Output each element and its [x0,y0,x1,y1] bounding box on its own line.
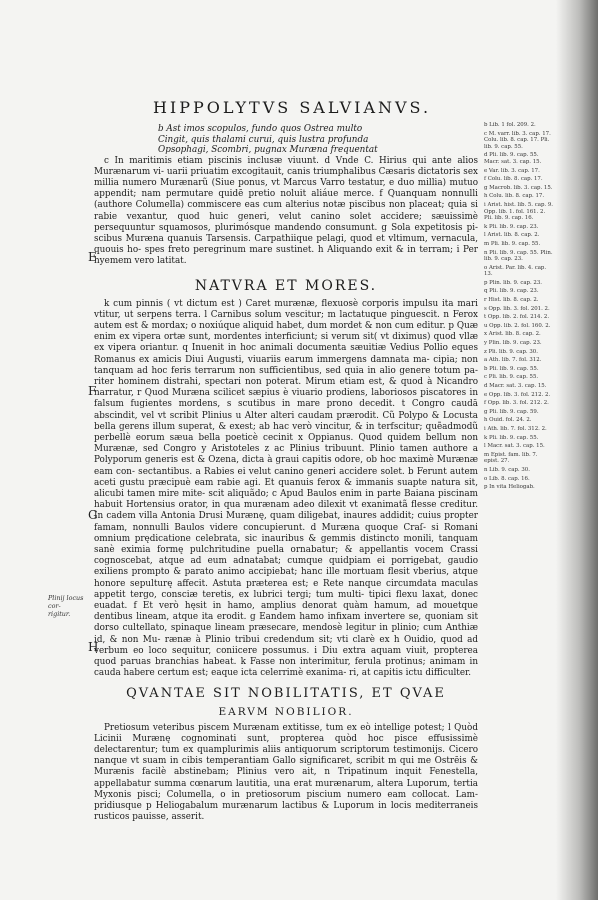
margin-citation: c M. varr. lib. 3. cap. 17. Colu. lib. 8. cap. 17. Pli. lib. 9. cap. 55. [484,130,551,150]
margin-citation: f Opp. lib. 3. fol. 212. 2. [484,400,549,407]
margin-citation: i Arist. hist. lib. 5. cap. 9. Opp. lib. 1. fol. 161. 2. Pli. lib. 9. cap. 16. [484,201,553,222]
margin-citation: l Macr. sat. 3. cap. 15. [484,443,545,450]
margin-citation: y Plin. lib. 9. cap. 23. [484,340,542,347]
margin-citation: b Pli. lib. 9. cap. 55. [484,365,539,372]
margin-citation: g Macrob. lib. 3. cap. 15. [484,184,553,191]
margin-citation: q Pli. lib. 9. cap. 23. [484,288,539,295]
margin-citation: p Plin. lib. 9. cap. 23. [484,279,543,286]
margin-citation: f Colu. lib. 8. cap. 17. [484,176,543,183]
main-text-column [94,124,478,823]
page-gutter-shadow [556,0,598,900]
margin-citation: n Lib. 9. cap. 30. [484,466,530,473]
margin-citation: n Pli. lib. 9. cap. 55. Plin. lib. 9. cap. 23. [484,249,553,263]
margin-citation: m Pli. lib. 9. cap. 55. [484,240,541,247]
margin-citation: i Ath. lib. 7. fol. 312. 2. [484,425,547,432]
margin-citation: r Hist. lib. 8. cap. 2. [484,297,539,304]
section-marker-f: F [88,384,97,398]
margin-citation: s Opp. lib. 3. fol. 201. 2. [484,305,550,312]
margin-citation: a Ath. lib. 7. fol. 312. [484,357,542,364]
running-head: HIPPOLYTVS SALVIANVS. [152,98,432,117]
paragraph-2: k cum pinnis ( vt dictum est ) Caret murænæ, flexuosè corporis impulsu ita mari vtitur, ut serpens terra. l Carnibus solum vescitur; m lactatuque pinguescit. n Ferox autem est & mordax; o noxiúque aliquid habet, dum mordet & non cum editur. p Quæ enim ex vipera ortæ sunt, mordentes interficiunt; si verum sit( vt diximus) quod vllæ ex vipera oriantur. q Inuenit in hoc animali documenta sæuitiæ Vedius Pollio eques Romanus ex amicis Diui Augusti, viuariis earum immergens damnata ma- cipia; non tanquam ad hoc feris terrarum non sufficientibus, sed quia in alio genere totum pa- riter hominem distrahi, spectari non poterat. Mirum etiam est, & quod à Nicandro narratur, r Quod Muræna scilicet sæpius è viuario prodiens, laboriosos piscatores in falsum fugientes mordens, s scutibus in mare prono decedit. t Congro caudā abscindit, vel vt scribit Plinius u Alter alteri caudam prærodit. Cũ Polypo & Locusta bella gerens illum superat, & exest; ab hac verò vincitur, & in terfscitur; quẽadmodũ perbellè eorum sæua bella poeticè cecinit x Oppianus. Quod quidem bellum non Murænæ, sed Congro y Aristoteles z ac Plinius tribuunt. Plinio tamen authore a Polyporum generis est & Ozena, dicta à graui capitis odore, ob hoc maximè Murænæ eam con- sectantibus. a Rabies ei velut canino generi accidere solet. b Ferunt autem aceti gustu præcipuè eam rabie agi. Et quanuis ferox & immanis suapte natura sit, alicubi tamen mire mite- scit aliquãdo; c Apud Baulos enim in parte Baiana piscinam habuit Hortensius orator, in qua murænam adeo dilexit vt exanimatã flesse creditur. In cadem villa Antonia Drusi Murænę, quam diligebat, inaures addidit; cuius propter famam, nonnulli Baulos videre concupierunt. d Muræna quoque Craſ- si Romani omnium prędicatione celebrata, sic inauribus & gemmis distincto monili, tanquam sanè eximia formę pulchritudine puella ornabatur; & appellantis vocem Crassi cognoscebat, atque ad eum adnatabat; cumque quidpiam ei porrigebat, gaudio exiliens prompto & parato animo accipiebat; hanc ille mortuam flesit vberius, atque honore sepulturę affecit. Astuta præterea est; e Rete nanque circumdata maculas appetit tergo, consciæ teretis, ex lubrici tergi; tum multi- tipici flexu laxat, donec euadat. f Et verò hęsit in hamo, amplius denorat quàm hamum, ad mouetque dentibus lineam, atque ita erodit. g Eandem hamo infixam invertere se, quoniam sit dorso cultellato, spinaque lineam præsecare, mendosè legitur in plinio; cum Anthiæ id, & non Mu- rænæ à Plinio tribui credendum sit; vti clarè ex h Ouidio, quod ad verbum eo loco sequitur, coniicere possumus. i Diu extra aquam viuit, propterea quod paruas branchias habeat. k Fasse non interimitur, ferula protinus; animam in cauda habere certum est; eaque icta celerrimè exanima- ri, at capitis ictu difficulter. [94,298,478,679]
margin-citation: p In vita Heliogab. [484,484,535,491]
section-marker-h: H [88,640,99,654]
margin-citation: e Opp. lib. 3. fol. 212. 2. [484,391,551,398]
margin-citation: e Var. lib. 3. cap. 17. [484,167,540,174]
section-heading-nobilitas: QVANTAE SIT NOBILITATIS, ET QVAE [126,686,446,702]
margin-citation: u Opp. lib. 2. fol. 160. 2. [484,322,551,329]
margin-citation: m Epist. fam. lib. 7. epist. 27. [484,451,538,465]
margin-citation: h Colu. lib. 8. cap. 17. [484,193,545,200]
margin-citation: d Pli. lib. 9. cap. 55. Macr. sat. 3. cap. 15. [484,152,542,165]
margin-citation: b Lib. 1 fol. 209. 2. [484,122,536,128]
margin-citation: o Arist. Par. lib. 4. cap. 13. [484,264,547,278]
margin-citation: g Pli. lib. 9. cap. 59. [484,408,539,415]
section-subheading-nobilior: EARVM NOBILIOR. [218,706,354,719]
margin-citation: o Lib. 8. cap. 16. [484,475,530,482]
margin-citation: x Arist. lib. 8. cap. 2. [484,331,541,338]
margin-citation: h Ouid. fol. 24. 2. [484,417,532,424]
paragraph-1: c In maritimis etiam piscinis inclusæ viuunt. d Vnde C. Hirius qui ante alios Murænarum vi- uarii priuatim excogitauit, canis triumphalibus Cæsaris dictatoris sex millia numero Murænarũ (Siue ponus, vt Marcus Varro testatur, e duo millia) mutuo appendit; nam permutare quidē pretio noluit aliáue merce. f Quanquam nonnulli (authore Columella) commiscere eas cum alterius notæ piscibus non placeat; quia si rabie vexantur, quod huic generi, velut canino solet accidere; sæuissimè persequuntur squamosos, plurimósque mandendo consumunt. g Sola expetitosis pi- scibus Muræna quanuis Tarsensis. Carpathiique pelagi, quod et vltimum, vernacula, quouis ho- spes freto peregrinum mare sustinet. h Aliquando exit & in terram; i Per hyemem vero latitat. [94,155,478,267]
margin-citation: l Arist. lib. 8. cap. 2. [484,232,540,239]
margin-citation: k Pli. lib. 9. cap. 55. [484,434,539,441]
margin-citation: t Opp. lib. 2. fol. 214. 2. [484,314,550,321]
margin-citation: z Pli. lib. 9. cap. 30. [484,348,538,355]
margin-citation: d Macr. sat. 3. cap. 15. [484,383,547,389]
paragraph-3: Pretiosum veteribus piscem Murænam extitisse, tum ex eò intellige potest; l Quòd Licinii Murænę cognominati sunt, propterea quòd hoc pisce effusissimè delectarentur; tum ex quamplurimis aliis antiquorum scriptorum testimonijs. Cicero nanque vt suam in cibis temperantiam Gallo significaret, scribit m qui me Ostrēis & Murænis facilè abstinebam; Plinius vero ait, n Tripatinum inquit Fenestella, appellabatur summa cœnarum lautitia, una erat murænarum, altera Luporum, tertia Myxonis pisci; Columella, o in pretiosorum piscium numero eam collocat. Lam- pridiusque p Heliogabalum murænarum lactibus & Luporum in locis mediterraneis rusticos pauisse, asserit. [94,722,478,823]
right-margin-citations [484,122,554,493]
margin-citation: k Pli. lib. 9. cap. 23. [484,223,539,230]
left-margin-note: Plinij locus cor- rigitur. [48,594,84,618]
verse-quotation: b Ast imos scopulos, fundo quos Ostrea multo Cingit, quis thalami curui, quis lustra profunda Opsophagi, Scombri, pugnax Muræna frequentat [158,124,378,155]
section-heading-natura: NATVRA ET MORES. [194,277,378,294]
margin-citation: c Pli. lib. 9. cap. 55. [484,374,539,381]
section-marker-g: G [88,508,98,522]
section-marker-e: E [88,250,97,264]
